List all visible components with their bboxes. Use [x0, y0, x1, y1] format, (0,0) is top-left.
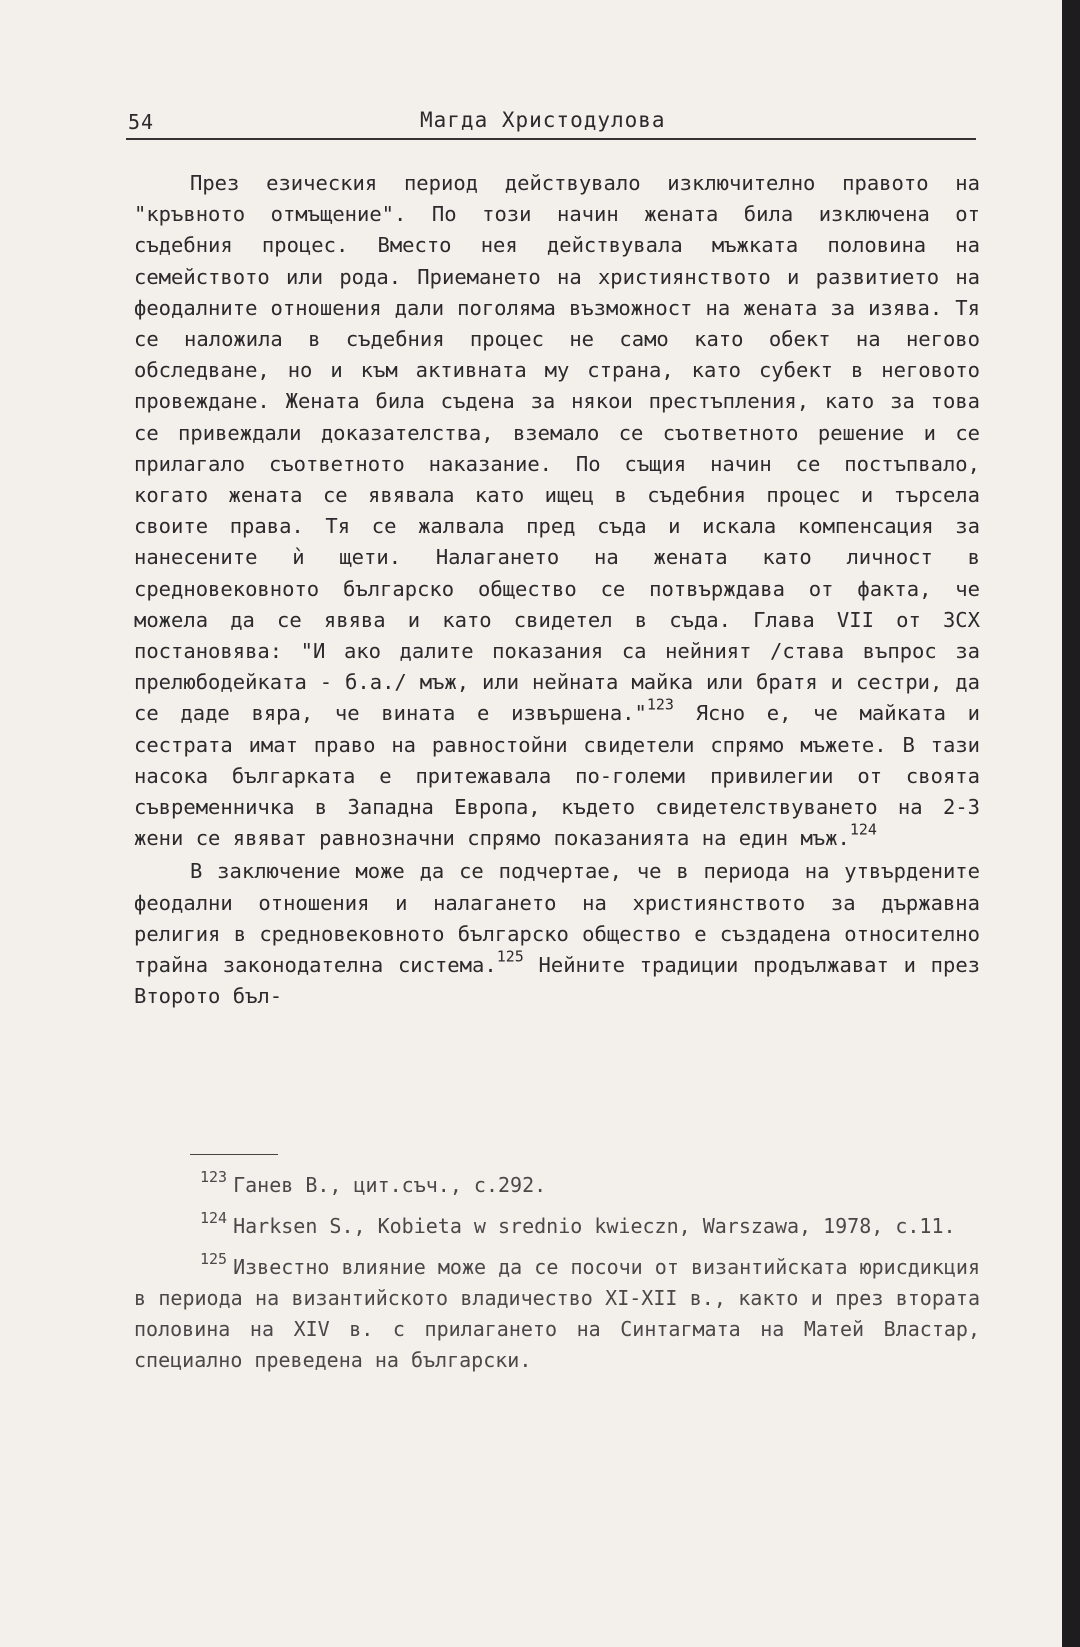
paragraph-1-text-a: През езическия период действувало изключително правото на "кръвното отмъщение". По този начин жената била изключена от съдебния процес. Вместо нея действувала мъжката половина на семейството или рода. Приемането на християнството и развитието на феодалните отношения дали поголяма възможност на жената за изява. Тя се наложила в съдебния процес не само като обект на негово обследване, но и към активната му страна, като субект в неговото провеждане. Жената била съдена за някои престъпления, като за това се привеждали доказателства, вземало се съответното решение и се прилагало съответното наказание. По същия начин се постъпвало, когато жената се явявала като ищец в съдебния процес и търсела своите права. Тя се жалвала пред съда и искала компенсация за нанесените ѝ щети. Налагането на жената като личност в средновековното българско общество се потвърждава от факта, че можела да се явява и като свидетел в съда. Глава VII от ЗСХ постановява: "И ако далите показания са нейният /става въпрос за прелюбодейката - б.а./ мъж, или нейната майка или братя и сестри, да се даде вяра, че вината е извършена." — [134, 171, 980, 726]
paragraph-1 — [134, 168, 980, 854]
footnote-number: 125 — [200, 1249, 228, 1268]
page-number: 54 — [128, 110, 155, 134]
footnote-125 — [134, 1249, 980, 1376]
footnote-number: 123 — [200, 1167, 228, 1186]
footnote-ref-125: 125 — [496, 947, 524, 966]
footnote-ref-124: 124 — [849, 820, 877, 839]
paragraph-2-text-b: Нейните традиции продължават и през Второто бъл- — [134, 953, 981, 1009]
footnotes — [134, 1167, 980, 1386]
paragraph-1-text-b: Ясно е, че майката и сестрата имат право на равностойни свидетели спрямо мъжете. В тази насока българката е притежавала по-големи привилегии от своята съвременничка в Западна Европа, където свидетелствуването на 2-3 жени се явяват равнозначни спрямо показанията на един мъж. — [134, 701, 981, 851]
paragraph-2-text-a: В заключение може да се подчертае, че в периода на утвърдените феодални отношения и налагането на християнството за държавна религия в средновековното българско общество е създадена относително трайна законодателна система. — [134, 859, 980, 978]
body-text — [134, 168, 980, 1012]
footnote-divider — [190, 1154, 278, 1155]
scan-edge — [1062, 0, 1080, 1647]
paragraph-2 — [134, 856, 980, 1012]
footnote-123 — [134, 1167, 980, 1201]
footnote-text: Ганев В., цит.съч., с.292. — [233, 1173, 547, 1197]
running-head-author: Магда Христодулова — [420, 108, 666, 132]
footnote-124 — [134, 1208, 980, 1242]
footnote-number: 124 — [200, 1208, 228, 1227]
footnote-ref-123: 123 — [646, 695, 674, 714]
footnote-text: Известно влияние може да се посочи от византийската юрисдикция в периода на византийското владичество XI-XII в., както и през втората половина на XIV в. с прилагането на Синтагмата на Матей Властар, специално преведена на български. — [134, 1255, 980, 1372]
footnote-text: Harksen S., Kobieta w srednio kwieczn, Warszawa, 1978, c.11. — [233, 1214, 956, 1238]
page-header — [126, 108, 976, 140]
